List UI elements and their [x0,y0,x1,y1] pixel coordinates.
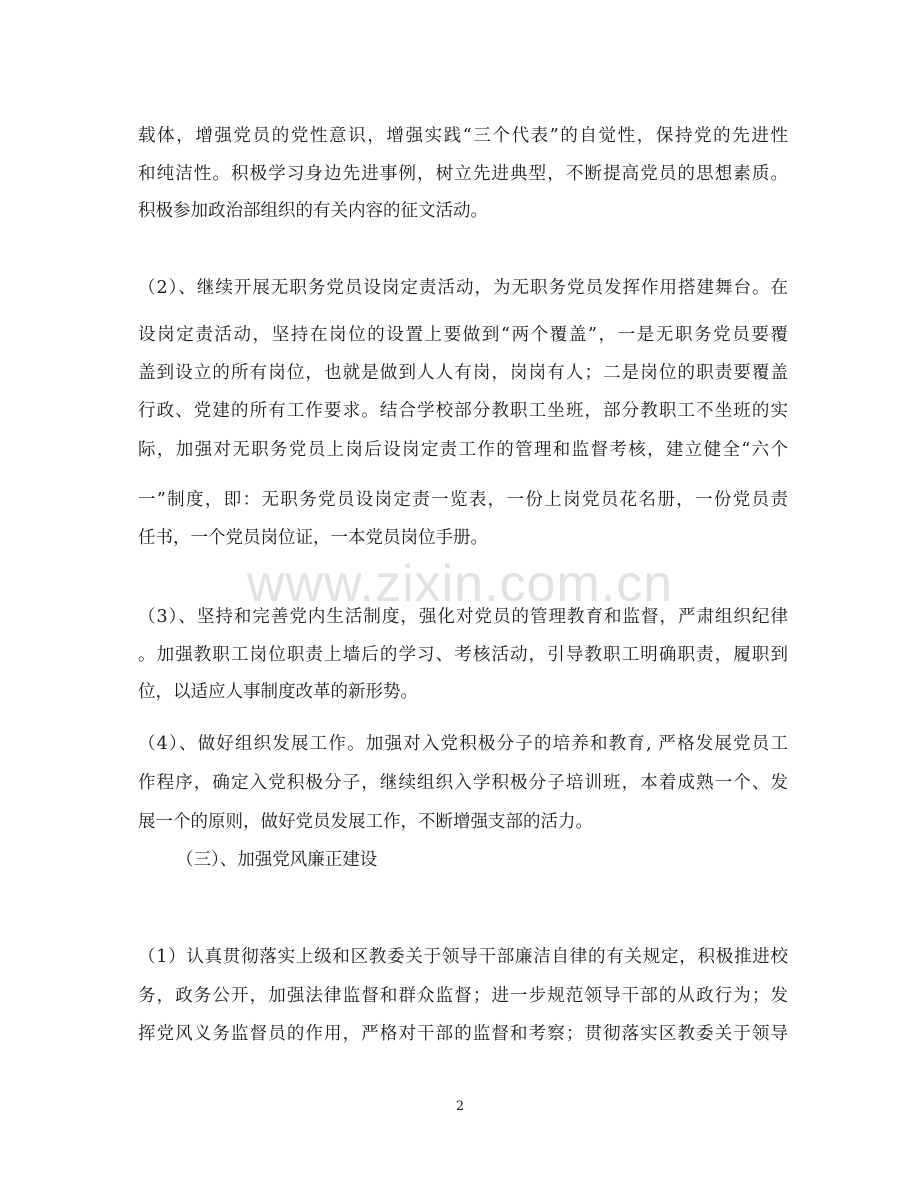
section-heading: （三）、加强党风廉正建设 [176,850,378,870]
text-line: 务，政务公开，加强法律监督和群众监督；进一步规范领导干部的从政行为；发 [138,986,788,1006]
text-line: （2）、继续开展无职务党员设岗定责活动，为无职务党员发挥作用搭建舞台。在 [138,278,788,298]
text-line: （1）认真贯彻落实上级和区教委关于领导干部廉洁自律的有关规定，积极推进校 [138,947,788,967]
text-line: 展一个的原则，做好党员发展工作，不断增强支部的活力。 [138,812,593,832]
text-line: 设岗定责活动，坚持在岗位的设置上要做到“两个覆盖”，一是无职务党员要覆 [138,325,788,345]
text-line: （3）、坚持和完善党内生活制度，强化对党员的管理教育和监督，严肃组织纪律 [138,607,788,627]
page-number: 2 [455,1099,465,1114]
text-line: 任书，一个党员岗位证，一本党员岗位手册。 [138,528,488,548]
text-line: （4）、做好组织发展工作。加强对入党积极分子的培养和教育, 严格发展党员工 [138,734,788,754]
text-line: 际，加强对无职务党员上岗后设岗定责工作的管理和监督考核，建立健全“六个 [138,440,788,460]
text-line: 行政、党建的所有工作要求。结合学校部分教职工坐班，部分教职工不坐班的实 [138,401,788,421]
text-line: 载体，增强党员的党性意识，增强实践“三个代表”的自觉性，保持党的先进性 [138,126,788,146]
text-line: 和纯洁性。积极学习身边先进事例，树立先进典型，不断提高党员的思想素质。 [138,164,788,184]
text-line: 盖到设立的所有岗位，也就是做到人人有岗，岗岗有人；二是岗位的职责要覆盖 [138,363,788,383]
text-line: 作程序，确定入党积极分子，继续组织入学积极分子培训班，本着成熟一个、发 [138,773,788,793]
text-line: 。加强教职工岗位职责上墙后的学习、考核活动，引导教职工明确职责，履职到 [138,645,788,665]
text-line: 位，以适应人事制度改革的新形势。 [138,682,418,702]
text-line: 挥党风义务监督员的作用，严格对干部的监督和考察；贯彻落实区教委关于领导 [138,1024,788,1044]
text-line: 一”制度，即：无职务党员设岗定责一览表，一份上岗党员花名册，一份党员责 [138,490,788,510]
text-line: 积极参加政治部组织的有关内容的征文活动。 [138,201,488,221]
watermark: www.zixin.com.cn [246,555,674,613]
